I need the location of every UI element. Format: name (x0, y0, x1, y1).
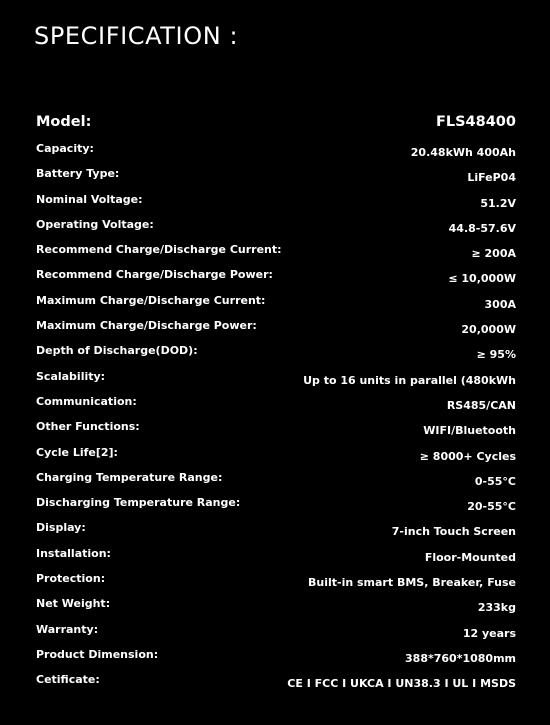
spec-row (36, 571, 516, 596)
spec-value: LiFeP04 (467, 171, 516, 185)
spec-label: Battery Type: (36, 167, 120, 181)
spec-row (36, 242, 516, 267)
spec-value: 233kg (477, 601, 516, 615)
spec-row (36, 293, 516, 318)
spec-value: ≥ 200A (471, 247, 516, 261)
spec-value: 20,000W (461, 323, 516, 337)
spec-value: 0-55°C (474, 474, 516, 488)
spec-row-model (36, 114, 516, 134)
spec-value: Floor-Mounted (424, 550, 516, 564)
spec-row (36, 495, 516, 520)
spec-row (36, 318, 516, 343)
spec-row (36, 672, 516, 697)
spec-row (36, 520, 516, 545)
spec-label: Display: (36, 521, 86, 535)
spec-value: 44.8-57.6V (448, 221, 516, 235)
spec-label: Model: (36, 114, 92, 130)
spec-label: Capacity: (36, 142, 94, 155)
spec-row (36, 419, 516, 444)
spec-label: Recommend Charge/Discharge Power: (36, 268, 273, 282)
spec-label: Maximum Charge/Discharge Power: (36, 319, 257, 333)
spec-row (36, 192, 516, 217)
spec-row (36, 166, 516, 191)
spec-row (36, 217, 516, 242)
spec-row (36, 343, 516, 368)
spec-label: Charging Temperature Range: (36, 470, 223, 484)
spec-label: Cycle Life[2]: (36, 445, 118, 459)
spec-label: Recommend Charge/Discharge Current: (36, 243, 282, 257)
spec-label: Depth of Discharge(DOD): (36, 344, 198, 358)
spec-value: ≤ 10,000W (448, 272, 516, 286)
spec-value: Up to 16 units in parallel (480kWh (303, 373, 516, 387)
spec-value: WIFI/Bluetooth (423, 424, 516, 438)
spec-row (36, 596, 516, 621)
spec-value: 20.48kWh 400Ah (410, 146, 516, 159)
spec-value: ≥ 95% (476, 348, 516, 362)
spec-row (36, 141, 516, 166)
spec-value: RS485/CAN (446, 398, 516, 412)
page-title: SPECIFICATION : (34, 22, 239, 50)
spec-value: Built-in smart BMS, Breaker, Fuse (307, 576, 516, 590)
spec-value: CE I FCC I UKCA I UN38.3 I UL I MSDS (287, 677, 516, 691)
spec-label: Maximum Charge/Discharge Current: (36, 293, 266, 307)
spec-row (36, 622, 516, 647)
spec-list (36, 141, 516, 698)
spec-value: 388*760*1080mm (405, 651, 516, 665)
spec-row (36, 647, 516, 672)
spec-label: Net Weight: (36, 597, 111, 611)
spec-label: Other Functions: (36, 420, 140, 434)
spec-label: Protection: (36, 572, 106, 586)
spec-label: Warranty: (36, 622, 99, 636)
spec-row (36, 369, 516, 394)
spec-label: Discharging Temperature Range: (36, 496, 241, 510)
spec-label: Communication: (36, 394, 137, 408)
spec-label: Installation: (36, 546, 111, 560)
spec-value: 51.2V (480, 196, 516, 210)
spec-value: ≥ 8000+ Cycles (419, 449, 516, 463)
spec-label: Scalability: (36, 369, 106, 383)
spec-label: Cetificate: (36, 673, 100, 687)
spec-value: 300A (484, 297, 516, 311)
spec-label: Product Dimension: (36, 647, 159, 661)
spec-value: FLS48400 (435, 114, 516, 130)
spec-label: Operating Voltage: (36, 217, 154, 231)
spec-row (36, 546, 516, 571)
spec-row (36, 470, 516, 495)
spec-row (36, 394, 516, 419)
spec-value: 7-inch Touch Screen (391, 525, 516, 539)
spec-label: Nominal Voltage: (36, 192, 143, 206)
spec-row (36, 267, 516, 292)
spec-value: 12 years (462, 626, 516, 640)
spec-row (36, 445, 516, 470)
spec-value: 20-55°C (467, 500, 516, 514)
